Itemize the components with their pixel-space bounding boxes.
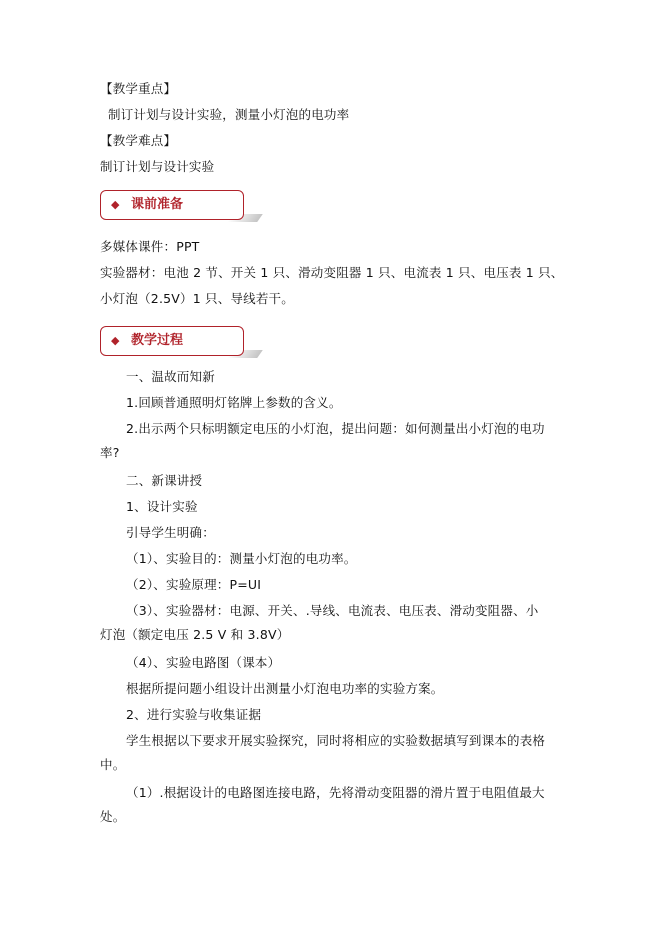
- diamond-icon: ◆: [111, 198, 120, 211]
- paragraph: 处。: [100, 809, 126, 824]
- paragraph: （3）、实验器材：电源、开关、.导线、电流表、电压表、滑动变阻器、小: [126, 603, 539, 618]
- paragraph: （1）、实验目的：测量小灯泡的电功率。: [126, 551, 357, 566]
- paragraph: 2.出示两个只标明额定电压的小灯泡，提出问题：如何测量出小灯泡的电功: [126, 421, 545, 436]
- paragraph: 二、新课讲授: [126, 473, 203, 488]
- paragraph: （1）.根据设计的电路图连接电路，先将滑动变阻器的滑片置于电阻值最大: [126, 785, 545, 800]
- paragraph: 1、设计实验: [126, 499, 198, 514]
- key-points-heading: 【教学重点】: [100, 81, 177, 96]
- key-points-text: 制订计划与设计实验，测量小灯泡的电功率: [108, 107, 350, 122]
- section-header-prep: [100, 190, 244, 220]
- paragraph: 2、进行实验与收集证据: [126, 707, 262, 722]
- section-header-process: [100, 326, 244, 356]
- section-label: 教学过程: [131, 333, 184, 348]
- section-label: 课前准备: [131, 197, 184, 212]
- paragraph: 灯泡（额定电压 2.5 V 和 3.8V）: [100, 627, 290, 642]
- paragraph: （4）、实验电路图（课本）: [126, 655, 281, 670]
- diamond-icon: ◆: [111, 334, 120, 347]
- paragraph: 学生根据以下要求开展实验探究，同时将相应的实验数据填写到课本的表格: [126, 733, 546, 748]
- paragraph: 率?: [100, 445, 120, 460]
- paragraph: 根据所提问题小组设计出测量小灯泡电功率的实验方案。: [126, 681, 444, 696]
- paragraph: （2）、实验原理：P=UI: [126, 577, 262, 592]
- difficulty-text: 制订计划与设计实验: [100, 159, 215, 174]
- materials-line-2: 小灯泡（2.5V）1 只、导线若干。: [100, 291, 294, 306]
- paragraph: 中。: [100, 757, 126, 772]
- multimedia-line: 多媒体课件：PPT: [100, 239, 200, 254]
- difficulty-heading: 【教学难点】: [100, 133, 177, 148]
- materials-line-1: 实验器材：电池 2 节、开关 1 只、滑动变阻器 1 只、电流表 1 只、电压表 1 只、: [100, 265, 564, 280]
- paragraph: 1.回顾普通照明灯铭牌上参数的含义。: [126, 395, 342, 410]
- paragraph: 一、温故而知新: [126, 369, 215, 384]
- paragraph: 引导学生明确：: [126, 525, 215, 540]
